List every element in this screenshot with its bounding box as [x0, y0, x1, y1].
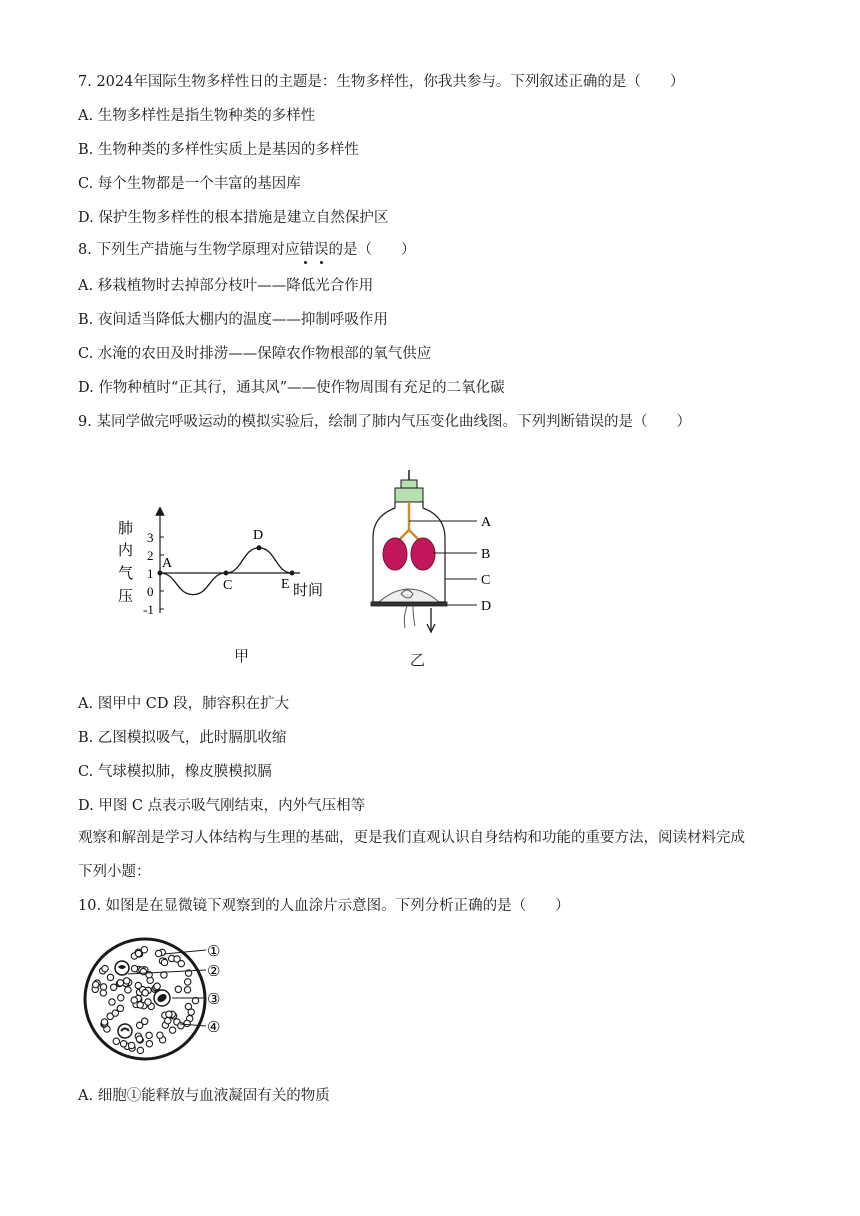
- red-blood-cell: [135, 982, 141, 988]
- red-blood-cell: [125, 987, 131, 993]
- q7-option-d: D. 保护生物多样性的根本措施是建立自然保护区: [78, 210, 389, 226]
- red-blood-cell: [128, 1042, 134, 1048]
- point-label-d: D: [253, 528, 264, 543]
- red-blood-cell: [113, 1038, 119, 1044]
- y-tick-label: 2: [147, 548, 154, 563]
- y-tick-label: -1: [143, 602, 154, 617]
- curve-point-e: [290, 571, 295, 576]
- balloon-left: [383, 538, 407, 570]
- yi-label-a: A: [481, 515, 492, 530]
- red-blood-cell: [146, 1032, 152, 1038]
- red-blood-cell: [120, 1041, 126, 1047]
- red-blood-cell: [117, 1005, 123, 1011]
- q7-option-c: C. 每个生物都是一个丰富的基因库: [78, 176, 301, 192]
- y-tick-label: 1: [147, 566, 154, 581]
- red-blood-cell: [146, 1041, 152, 1047]
- intro-line-1: 观察和解剖是学习人体结构与生理的基础，更是我们直观认识自身结构和功能的重要方法，阅读材料完成: [78, 830, 745, 846]
- red-blood-cell: [118, 995, 124, 1001]
- red-blood-cell: [169, 1027, 175, 1033]
- point-label-c: C: [223, 578, 233, 593]
- red-blood-cell: [175, 986, 181, 992]
- red-blood-cell: [178, 1023, 184, 1029]
- yi-label-c: C: [481, 573, 491, 588]
- red-blood-cell: [184, 987, 190, 993]
- q9-option-a: A. 图甲中 CD 段，肺容积在扩大: [78, 696, 290, 712]
- curve-point-a: [158, 571, 163, 576]
- q9-figure-jia: [110, 505, 340, 630]
- q7-option-b: B. 生物种类的多样性实质上是基因的多样性: [78, 142, 359, 158]
- red-blood-cell: [107, 974, 113, 980]
- yi-label-b: B: [481, 547, 491, 562]
- balloon-right: [411, 538, 435, 570]
- ylabel-char-1: 肺: [118, 521, 134, 537]
- white-blood-cell-3: [118, 1024, 132, 1038]
- ylabel-char-4: 压: [118, 589, 134, 605]
- q8-option-d: D. 作物种植时“正其行，通其风”——使作物周围有充足的二氧化碳: [78, 380, 505, 396]
- q9-option-d: D. 甲图 C 点表示吸气刚结束，内外气压相等: [78, 798, 366, 814]
- x-axis-label: 时间: [293, 583, 324, 599]
- stopper: [401, 480, 417, 488]
- yi-label-d: D: [481, 599, 492, 614]
- red-blood-cell: [100, 984, 106, 990]
- red-blood-cell: [124, 978, 130, 984]
- red-blood-cell: [142, 1018, 148, 1024]
- q9-stem: 9. 某同学做完呼吸运动的模拟实验后，绘制了肺内气压变化曲线图。下列判断错误的是（ ）: [78, 414, 691, 430]
- q9-figure-jia-caption: 甲: [234, 647, 250, 665]
- red-blood-cell: [100, 990, 106, 996]
- red-blood-cell: [135, 950, 141, 956]
- q7-stem: 7. 2024年国际生物多样性日的主题是：生物多样性，你我共参与。下列叙述正确的是（ ）: [78, 74, 685, 90]
- red-blood-cell: [161, 959, 167, 965]
- red-blood-cell: [136, 1036, 142, 1042]
- q8-option-c: C. 水淹的农田及时排涝——保障农作物根部的氧气供应: [78, 346, 432, 362]
- smear-label-2: ②: [207, 964, 221, 980]
- smear-label-1: ①: [207, 944, 221, 960]
- rubber-membrane: [371, 602, 447, 606]
- smear-label-4: ④: [207, 1020, 221, 1036]
- ylabel-char-2: 内: [118, 543, 134, 559]
- red-blood-cell: [111, 984, 117, 990]
- intro-line-2: 下列小题：: [78, 864, 151, 880]
- q9-figure-yi-caption: 乙: [410, 651, 426, 669]
- q10-blood-smear-figure: [80, 936, 240, 1066]
- red-blood-cell: [101, 1019, 107, 1025]
- red-blood-cell: [185, 979, 191, 985]
- q9-figure-yi: [365, 468, 505, 648]
- q9-option-b: B. 乙图模拟吸气，此时膈肌收缩: [78, 730, 287, 746]
- red-blood-cell: [131, 997, 137, 1003]
- curve-point-d: [257, 545, 262, 550]
- red-blood-cell: [184, 1020, 190, 1026]
- microscope-field: [85, 939, 205, 1059]
- red-blood-cell: [145, 999, 151, 1005]
- y-tick-label: 3: [147, 530, 154, 545]
- red-blood-cell: [157, 1032, 163, 1038]
- point-label-e: E: [281, 577, 290, 592]
- red-blood-cell: [112, 1010, 118, 1016]
- q10-stem: 10. 如图是在显微镜下观察到的人血涂片示意图。下列分析正确的是（ ）: [78, 898, 570, 914]
- red-blood-cell: [166, 1011, 172, 1017]
- red-blood-cell: [102, 965, 108, 971]
- red-blood-cell: [154, 983, 160, 989]
- red-blood-cell: [178, 960, 184, 966]
- red-blood-cell: [131, 965, 137, 971]
- red-blood-cell: [117, 980, 123, 986]
- q8-stem-emphasis: 错误: [299, 242, 328, 258]
- q8-option-b: B. 夜间适当降低大棚内的温度——抑制呼吸作用: [78, 312, 388, 328]
- point-label-a: A: [162, 556, 173, 571]
- red-blood-cell: [137, 1002, 143, 1008]
- red-blood-cell: [142, 990, 148, 996]
- curve-point-c: [224, 571, 229, 576]
- q10-option-a: A. 细胞①能释放与血液凝固有关的物质: [78, 1088, 330, 1104]
- smear-label-3: ③: [207, 992, 221, 1008]
- red-blood-cell: [109, 999, 115, 1005]
- q8-stem: [78, 240, 415, 260]
- q8-stem-after: 的是（ ）: [328, 242, 416, 258]
- y-tick-label: 0: [147, 584, 154, 599]
- ylabel-char-3: 气: [118, 566, 134, 582]
- red-blood-cell: [188, 1009, 194, 1015]
- red-blood-cell: [137, 1047, 143, 1053]
- red-blood-cell: [93, 981, 99, 987]
- q8-stem-before: 8. 下列生产措施与生物学原理对应: [78, 242, 300, 258]
- q7-option-a: A. 生物多样性是指生物种类的多样性: [78, 108, 316, 124]
- q9-option-c: C. 气球模拟肺，橡皮膜模拟膈: [78, 764, 272, 780]
- red-blood-cell: [165, 1018, 171, 1024]
- red-blood-cell: [155, 950, 161, 956]
- curve-points: [158, 545, 295, 575]
- q8-option-a: A. 移栽植物时去掉部分枝叶——降低光合作用: [78, 278, 374, 294]
